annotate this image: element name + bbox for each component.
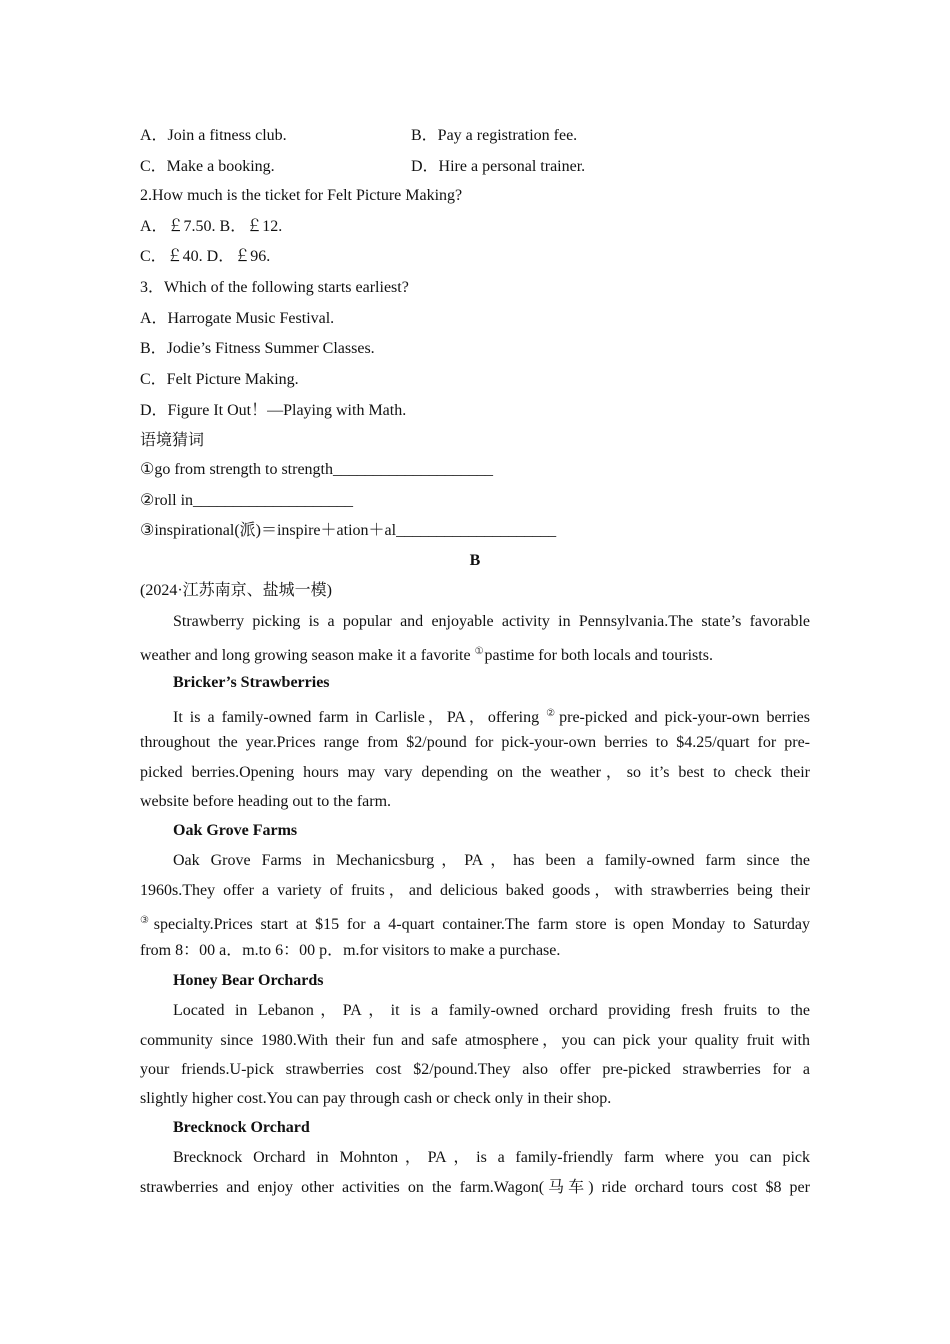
q2-question: 2.How much is the ticket for Felt Picture Making? (140, 187, 463, 204)
q1-option-d: D．Hire a personal trainer. (411, 158, 586, 175)
passage-line: picked berries.Opening hours may vary depending on the weather，so it’s best to check their (140, 764, 810, 781)
q3-option-b: B．Jodie’s Fitness Summer Classes. (140, 340, 375, 357)
passage-text: pre-picked and pick-your-own berries (559, 709, 810, 726)
passage-text: pastime for both locals and tourists. (484, 647, 713, 664)
passage-line: strawberries and enjoy other activities on the farm.Wagon(马车) ride orchard tours cost $8 per (140, 1179, 810, 1196)
passage-line (173, 704, 810, 728)
passage-line: Oak Grove Farms in Mechanicsburg，PA，has been a family-owned farm since the (173, 852, 811, 869)
q3-question: 3．Which of the following starts earliest? (140, 279, 409, 296)
passage-line: Located in Lebanon，PA，it is a family-owned orchard providing fresh fruits to the (173, 1002, 811, 1019)
passage-line: community since 1980.With their fun and safe atmosphere，you can pick your quality fruit with (140, 1032, 811, 1049)
q3-option-c: C．Felt Picture Making. (140, 371, 299, 388)
farm-title: Honey Bear Orchards (173, 972, 324, 989)
passage-line (140, 642, 713, 666)
passage-line: slightly higher cost.You can pay through cash or check only in their shop. (140, 1090, 612, 1107)
passage-text: It is a family-owned farm in Carlisle，PA，offering (173, 709, 547, 726)
vocab-item: ②roll in____________________ (140, 492, 354, 509)
passage-line: Brecknock Orchard in Mohnton，PA，is a family-friendly farm where you can pick (173, 1149, 811, 1166)
annotation-mark: ① (474, 646, 484, 657)
passage-text: weather and long growing season make it a favorite (140, 647, 475, 664)
farm-title: Bricker’s Strawberries (173, 674, 330, 691)
passage-text: specialty.Prices start at $15 for a 4-quart container.The farm store is open Monday to Saturday (153, 916, 811, 933)
q2-options-ab: A．￡7.50. B．￡12. (140, 218, 283, 235)
farm-title: Brecknock Orchard (173, 1119, 310, 1136)
q3-option-a: A．Harrogate Music Festival. (140, 310, 335, 327)
q1-option-b: B．Pay a registration fee. (411, 127, 578, 144)
q1-option-c: C．Make a booking. (140, 158, 275, 175)
vocab-item: ③inspirational(派)＝inspire＋ation＋al____________________ (140, 522, 557, 539)
passage-line: your friends.U-pick strawberries cost $2/pound.They also offer pre-picked strawberries for a (140, 1061, 810, 1078)
q3-option-d: D．Figure It Out！—Playing with Math. (140, 402, 407, 419)
section-letter: B (469, 552, 481, 569)
farm-title: Oak Grove Farms (173, 822, 298, 839)
vocab-item: ①go from strength to strength____________________ (140, 461, 493, 478)
q2-options-cd: C．￡40. D．￡96. (140, 248, 271, 265)
annotation-mark: ③ (140, 915, 153, 926)
passage-line: 1960s.They offer a variety of fruits，and delicious baked goods，with strawberries being their (140, 882, 810, 899)
passage-line: throughout the year.Prices range from $2/pound for pick-your-own berries to $4.25/quart for pre- (140, 734, 810, 751)
passage-line: from 8：00 a．m.to 6：00 p．m.for visitors to make a purchase. (140, 942, 561, 959)
vocab-heading: 语境猜词 (140, 432, 205, 449)
q1-option-a: A．Join a fitness club. (140, 127, 287, 144)
section-source: (2024·江苏南京、盐城一模) (140, 582, 332, 599)
passage-line (140, 911, 810, 935)
annotation-mark: ② (546, 708, 559, 719)
passage-line: website before heading out to the farm. (140, 793, 392, 810)
passage-line: Strawberry picking is a popular and enjoyable activity in Pennsylvania.The state’s favorable (173, 613, 810, 630)
